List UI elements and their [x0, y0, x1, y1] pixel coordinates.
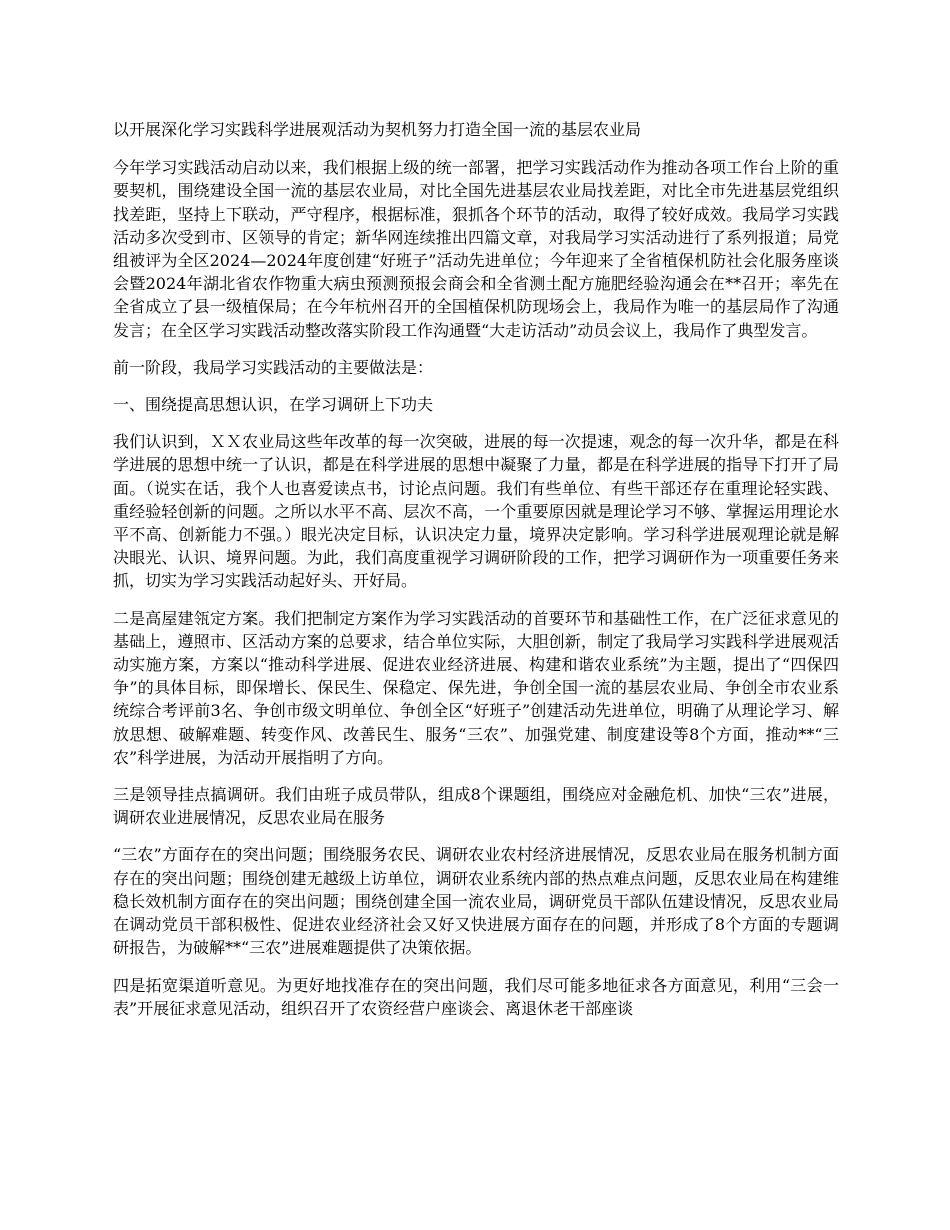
- document-page: [113, 118, 839, 1034]
- paragraph-research-details: “三农”方面存在的突出问题；围绕服务农民、调研农业农村经济进展情况，反思农业局在服务机制方面存在的突出问题；围绕创建无越级上访单位，调研农业系统内部的热点难点问题，反思农业局在构建维稳长效机制方面存在的突出问题；围绕创建全国一流农业局，调研党员干部队伍建设情况，反思农业局在调动党员干部积极性、促进农业经济社会又好又快进展方面存在的问题，并形成了8个方面的专题调研报告，为破解**“三农”进展难题提供了决策依据。: [113, 845, 839, 958]
- paragraph-intro: 今年学习实践活动启动以来，我们根据上级的统一部署，把学习实践活动作为推动各项工作台上阶的重要契机，围绕建设全国一流的基层农业局，对比全国先进基层农业局找差距，对比全市先进基层党组织找差距，坚持上下联动，严守程序，根据标准，狠抓各个环节的活动，取得了较好成效。我局学习实践活动多次受到市、区领导的肯定；新华网连续推出四篇文章，对我局学习实活动进行了系列报道；局党组被评为全区2024—2024年度创建“好班子”活动先进单位；今年迎来了全省植保机防社会化服务座谈会暨2024年湖北省农作物重大病虫预测预报会商会和全省测土配方施肥经验沟通会在**召开；率先在全省成立了县一级植保局；在今年杭州召开的全国植保机防现场会上，我局作为唯一的基层局作了沟通发言；在全区学习实践活动整改落实阶段工作沟通暨“大走访活动”动员会议上，我局作了典型发言。: [113, 158, 839, 340]
- paragraph-plan: 二是高屋建瓴定方案。我们把制定方案作为学习实践活动的首要环节和基础性工作，在广泛征求意见的基础上，遵照市、区活动方案的总要求，结合单位实际，大胆创新，制定了我局学习实践科学进展观活动实施方案，方案以“推动科学进展、促进农业经济进展、构建和谐农业系统”为主题，提出了“四保四争”的具体目标，即保增长、保民生、保稳定、保先进，争创全国一流的基层农业局、争创全市农业系统综合考评前3名、争创市级文明单位、争创全区“好班子”创建活动先进单位，明确了从理论学习、解放思想、破解难题、转变作风、改善民生、服务“三农”、加强党建、制度建设等8个方面，推动**“三农”科学进展，为活动开展指明了方向。: [113, 608, 839, 767]
- document-title: 以开展深化学习实践科学进展观活动为契机努力打造全国一流的基层农业局: [113, 120, 642, 139]
- section-heading-one: 一、围绕提高思想认识，在学习调研上下功夫: [113, 395, 434, 415]
- paragraph-research-intro: 三是领导挂点搞调研。我们由班子成员带队，组成8个课题组，围绕应对金融危机、加快“三农”进展，调研农业进展情况，反思农业局在服务: [113, 785, 839, 828]
- paragraph-understanding: 我们认识到，ＸＸ农业局这些年改革的每一次突破，进展的每一次提速，观念的每一次升华，都是在科学进展的思想中统一了认识，都是在科学进展的思想中凝聚了力量，都是在科学进展的指导下打开了局面。（说实在话，我个人也喜爱读点书，讨论点问题。我们有些单位、有些干部还存在重理论轻实践、重经验轻创新的问题。之所以水平不高、层次不高，一个重要原因就是理论学习不够、掌握运用理论水平不高、创新能力不强。）眼光决定目标，认识决定力量，境界决定影响。学习科学进展观理论就是解决眼光、认识、境界问题。为此，我们高度重视学习调研阶段的工作，把学习调研作为一项重要任务来抓，切实为学习实践活动起好头、开好局。: [113, 432, 839, 591]
- paragraph-opinions: 四是拓宽渠道听意见。为更好地找准存在的突出问题，我们尽可能多地征求各方面意见，利用“三会一表”开展征求意见活动，组织召开了农资经营户座谈会、离退休老干部座谈: [113, 975, 839, 1018]
- paragraph-practice-summary: 前一阶段，我局学习实践活动的主要做法是：: [113, 357, 434, 377]
